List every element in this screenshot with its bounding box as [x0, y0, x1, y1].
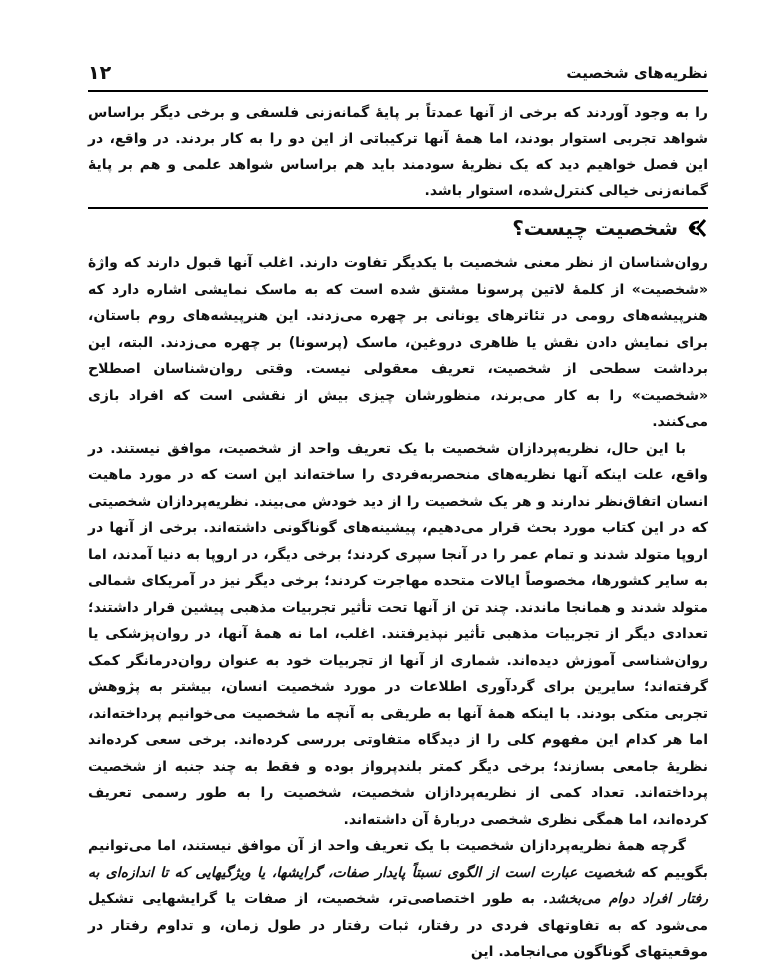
section-rule [88, 207, 708, 209]
paragraph-1: روان‌شناسان از نظر معنی شخصیت با یکدیگر تفاوت دارند. اغلب آنها قبول دارند که واژهٔ «شخصیت» از کلمهٔ لاتین پرسونا مشتق شده است که به ماسک نمایشی اشاره دارد که هنرپیشه‌های رومی در تئاترهای یونانی بر چهره می‌زدند. این هنرپیشه‌های روم باستان، برای نمایش دادن نقش یا ظاهری دروغین، ماسک (پرسونا) بر چهره می‌زدند. البته، این برداشت سطحی از شخصیت، تعریف معقولی نیست. وقتی روان‌شناسان اصطلاح «شخصیت» را به کار می‌برند، منظورشان چیزی بیش از نقشی است که افراد بازی می‌کنند. [88, 255, 708, 430]
header-rule [88, 90, 708, 92]
personality-definition: شخصیت عبارت است از الگوی نسبتاً پایدار صفات، گرایشها، یا ویژگیهایی که تا اندازه‌ای به رفتار افراد دوام می‌بخشد. [88, 864, 708, 907]
paragraph-3-end: به طور اختصاصی‌تر، شخصیت، از صفات یا گرایشهایی تشکیل می‌شود که به تفاوتهای فردی در رفتار، ثبات رفتار در طول زمان، و تداوم رفتار در موقعیتهای گوناگون می‌انجامد. این [88, 891, 708, 960]
section-heading [88, 212, 708, 244]
section-title: شخصیت چیست؟ [512, 216, 678, 240]
paragraph-3 [88, 833, 708, 966]
running-title: نظریه‌های شخصیت [566, 64, 708, 82]
intro-block [88, 100, 708, 204]
paragraph-2: با این حال، نظریه‌پردازان شخصیت با یک تعریف واحد از شخصیت، موافق نیستند. در واقع، علت اینکه آنها نظریه‌های منحصربه‌فردی را ساخته‌اند این است که در مورد ماهیت انسان اتفاق‌نظر ندارند و هر یک شخصیت را از دید خودش می‌بیند. نظریه‌پردازان شخصیتی که در این کتاب مورد بحث قرار می‌دهیم، پیشینه‌های گوناگونی داشته‌اند. برخی از آنها در اروپا متولد شدند و تمام عمر را در آنجا سپری کردند؛ برخی دیگر، در اروپا به دنیا آمدند، اما به سایر کشورها، مخصوصاً ایالات متحده مهاجرت کردند؛ برخی دیگر نیز در آمریکای شمالی متولد شدند و همانجا ماندند. چند تن از آنها تحت تأثیر تجربیات مذهبی پیشین قرار داشتند؛ تعدادی دیگر از تجربیات مذهبی تأثیر نپذیرفتند. اغلب، اما نه همهٔ آنها، در روان‌پزشکی یا روان‌شناسی آموزش دیده‌اند. شماری از آنها از تجربیات خود به عنوان روان‌درمانگر کمک گرفته‌اند؛ سایرین برای گردآوری اطلاعات در مورد شخصیت انسان، بیشتر به پژوهش تجربی متکی بودند. با اینکه همهٔ آنها به طریقی به آنچه ما شخصیت می‌خوانیم پرداخته‌اند، اما هر کدام این مفهوم کلی را از دیدگاه متفاوتی بررسی کرده‌اند. برخی سعی کرده‌اند نظریهٔ جامعی بسازند؛ برخی دیگر کمتر بلندپرواز بوده و فقط به چند جنبه از شخصیت پرداخته‌اند. تعداد کمی از نظریه‌پردازان شخصیت، شخصیت را به طور رسمی تعریف کرده‌اند، اما همگی نظری شخصی دربارهٔ آن داشته‌اند. [88, 440, 708, 828]
section-mark-icon [686, 217, 708, 239]
running-header [88, 62, 708, 86]
page-number: ۱۲ [88, 62, 112, 84]
body-text [88, 250, 708, 966]
paragraph-3-start: گرچه همهٔ نظریه‌پردازان شخصیت با یک تعریف واحد از آن موافق نیستند، اما می‌توانیم بگوییم که [88, 838, 708, 881]
intro-paragraph: را به وجود آوردند که برخی از آنها عمدتاً بر پایهٔ گمانه‌زنی فلسفی و برخی دیگر براساس شواهد تجربی استوار بودند، اما همهٔ آنها ترکیباتی از این دو را به کار بردند. در واقع، در این فصل خواهیم دید که یک نظریهٔ سودمند باید هم براساس شواهد علمی و هم بر پایهٔ گمانه‌زنی خیالی کنترل‌شده، استوار باشد. [88, 105, 708, 199]
